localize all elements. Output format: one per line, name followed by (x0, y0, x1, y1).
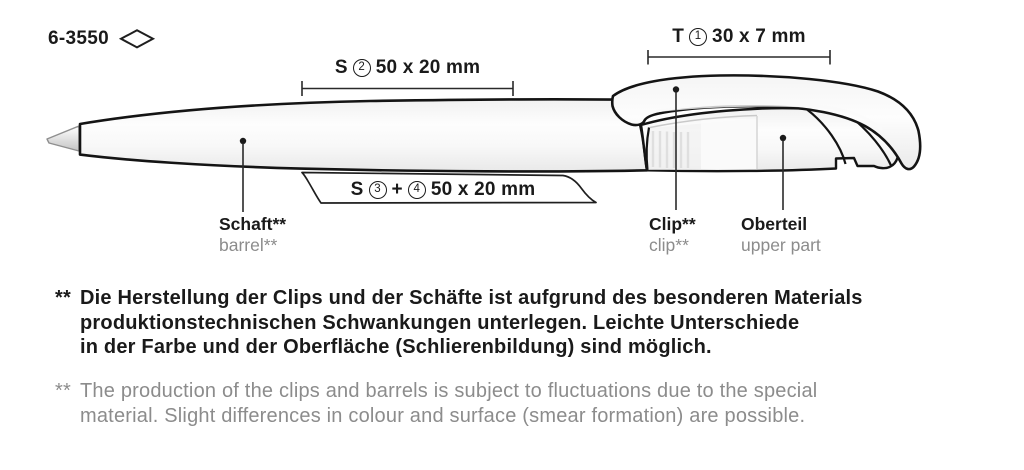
label-upper-part-en: upper part (741, 235, 821, 255)
dim-label-clip: T 1 30 x 7 mm (672, 26, 806, 47)
footnote-english-marker: ** (55, 380, 71, 402)
model-code: 6-3550 (48, 28, 109, 49)
label-clip-de: Clip** (649, 214, 696, 234)
footnote-english-line-2: material. Slight differences in colour and surface (smear formation) are possible. (80, 405, 806, 427)
dim-label-banner: S 3 + 4 50 x 20 mm (350, 179, 536, 200)
footnote-english (55, 379, 817, 429)
pen-tip (47, 126, 79, 151)
footnote-german-text (80, 286, 863, 360)
label-upper-part-de: Oberteil (741, 214, 808, 234)
pen-illustration (47, 75, 920, 171)
label-clip (649, 214, 696, 256)
label-barrel-de: Schaft** (219, 214, 287, 234)
footnote-german-line-2: produktionstechnischen Schwankungen unterlegen. Leichte Unterschiede (80, 311, 800, 334)
dim-line-clip (648, 50, 830, 65)
pen-barrel (80, 99, 647, 171)
footnote-german-line-3: in der Farbe und der Oberfläche (Schlierenbildung) sind möglich. (80, 336, 712, 358)
pen-plunger-highlight (701, 119, 757, 169)
dim-label-barrel: S 2 50 x 20 mm (334, 57, 481, 78)
label-clip-en: clip** (649, 235, 689, 255)
footnote-english-text (80, 379, 817, 429)
footnote-english-line-1: The production of the clips and barrels is subject to fluctuations due to the special (80, 380, 818, 402)
dim-line-barrel (302, 81, 513, 96)
footnote-german-marker: ** (55, 287, 71, 309)
label-barrel-en: barrel** (219, 235, 278, 255)
label-barrel (219, 214, 286, 256)
label-upper-part (741, 214, 821, 256)
footnote-german-line-1: Die Herstellung der Clips und der Schäfte ist aufgrund des besonderen Materials (80, 287, 863, 309)
footnote-german (55, 286, 863, 360)
diamond-icon (118, 29, 156, 49)
